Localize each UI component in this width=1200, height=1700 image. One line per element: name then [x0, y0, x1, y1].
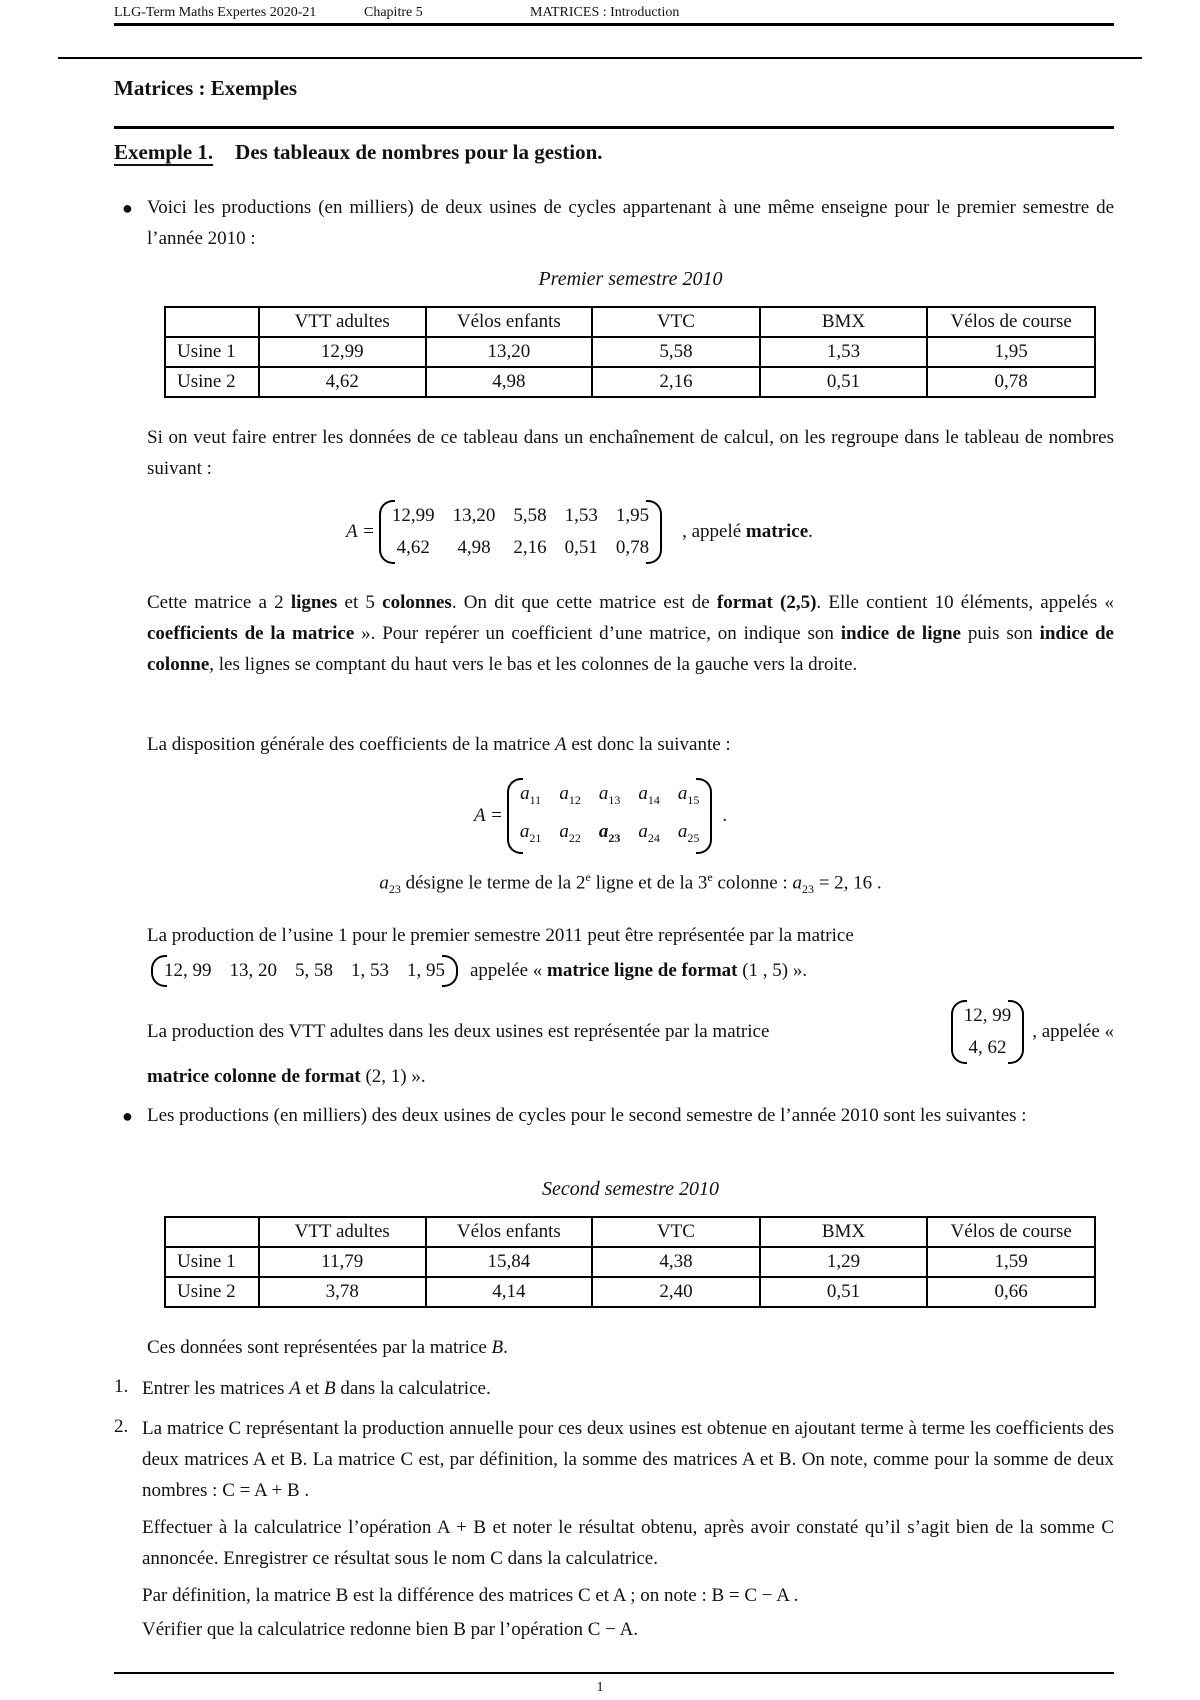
left-paren: [507, 778, 523, 854]
bold-run: lignes: [290, 592, 338, 613]
table-cell: 4,14: [426, 1277, 593, 1307]
question-2-part-2: Effectuer à la calculatrice l’opération A + B et noter le résultat obtenu, après avoir constaté qu’il s’agit bien de la somme C annoncée. Enregistrer ce résultat sous le nom C dans la calculatrice.: [142, 1517, 1114, 1569]
paragraph-intro-matrix: Si on veut faire entrer les données de ce tableau dans un enchaînement de calcul, on les regroupe dans le tableau de nombres suivant :: [147, 427, 1114, 479]
matrix-row: [511, 816, 709, 854]
table-header-cell: VTC: [592, 1217, 760, 1247]
matrix-row: [383, 500, 658, 532]
superscript: e: [585, 870, 591, 884]
matrix-cell: 13, 20: [229, 960, 277, 981]
coef-letter: a: [559, 783, 569, 804]
matrix-cell: [550, 816, 590, 854]
text-run: . Elle contient 10 éléments, appelés «: [816, 592, 1114, 613]
matrix-cell: 4,62: [396, 537, 430, 558]
matrix-cell: [550, 778, 590, 816]
header-rule: [114, 23, 1114, 26]
coef-letter: a: [638, 783, 648, 804]
text-run: (2, 1) ».: [360, 1066, 426, 1087]
matrix-cell: 12, 99: [963, 1005, 1012, 1026]
coef-letter: a: [677, 783, 688, 804]
row-matrix-display: [155, 955, 807, 987]
left-paren: [379, 500, 395, 564]
table-cell: 0,51: [760, 367, 928, 397]
coef-index: 25: [687, 830, 700, 845]
table-cell: 11,79: [259, 1247, 426, 1277]
matrix-cell: 2,16: [513, 537, 547, 558]
text-run: et: [300, 1378, 325, 1399]
matrix-cell: 0,78: [615, 537, 650, 558]
table-header-cell: Vélos enfants: [426, 1217, 593, 1247]
coef-index: 11: [529, 792, 542, 807]
matrix-cell: 13,20: [452, 505, 496, 526]
coef-letter: a: [519, 820, 530, 842]
text-run: La disposition générale des coefficients de la matrice: [147, 734, 555, 755]
table-header-cell: [165, 1217, 259, 1247]
matrix-cell-highlight: [590, 816, 630, 854]
matrix-row: [155, 955, 454, 987]
text-run: est donc la suivante :: [566, 734, 731, 755]
matrix-row: [511, 778, 709, 816]
table-cell: 4,98: [426, 367, 593, 397]
coef-letter: a: [520, 783, 530, 804]
bold-run: matrice colonne de format: [147, 1066, 361, 1087]
matrix-cell: [629, 816, 669, 854]
bold-run: indice de ligne: [840, 623, 961, 644]
table-header-cell: BMX: [760, 307, 928, 337]
header-chapter: Chapitre 5: [364, 5, 423, 20]
matrix-cell: 1,95: [615, 505, 650, 526]
matrix-general-grid: [511, 778, 709, 854]
text-run: puis son: [960, 623, 1040, 644]
question-1-number: 1.: [114, 1376, 129, 1397]
column-matrix-group: [955, 1000, 1114, 1064]
column-matrix-caption: [147, 1061, 1114, 1092]
coef-letter: a: [559, 820, 569, 842]
matrix-a: [383, 500, 658, 564]
equation-value: = 2, 16 .: [813, 872, 882, 894]
text-run: désigne le terme de la 2: [400, 872, 586, 894]
question-2-number: 2.: [114, 1416, 129, 1437]
bold-run: indice de colonne: [147, 623, 1114, 675]
question-1-text: [142, 1373, 1114, 1404]
text-run: , les lignes se comptant du haut vers le bas et les colonnes de la gauche vers la droite.: [209, 654, 858, 675]
example-title: Des tableaux de nombres pour la gestion.: [235, 140, 603, 164]
matrix-cell: 12,99: [391, 505, 435, 526]
coef-letter: a: [598, 820, 609, 842]
row-matrix: [155, 955, 454, 987]
left-paren: [951, 1000, 967, 1064]
matrix-cell: 1,53: [564, 505, 598, 526]
row-matrix-grid: [155, 955, 454, 987]
coef-index: 23: [608, 830, 621, 845]
matrix-cell: 5, 58: [295, 960, 333, 981]
coef-index: 12: [568, 792, 581, 807]
coef-index: 23: [388, 882, 401, 897]
example-heading: [114, 140, 603, 165]
matrix-general-label: A =: [474, 804, 503, 826]
table-cell: 1,59: [927, 1247, 1095, 1277]
coef-index: 13: [608, 792, 621, 807]
superscript: e: [707, 870, 713, 884]
text-run: appelée «: [470, 960, 548, 981]
header-course: LLG-Term Maths Expertes 2020-21: [114, 5, 317, 20]
bullet2-text: Les productions (en milliers) des deux usines de cycles pour le second semestre de l’année 2010 sont les suivantes :: [147, 1105, 1027, 1126]
table-row: [165, 1247, 1095, 1277]
page-number: 1: [596, 1680, 604, 1695]
bold-run: matrice ligne de format: [547, 960, 738, 981]
text-run: (1 , 5) ».: [737, 960, 808, 981]
text-run: Ces données sont représentées par la matrice: [147, 1337, 492, 1358]
footer-rule: [114, 1672, 1114, 1674]
matrix-cell: 4,98: [457, 537, 491, 558]
coef-index: 22: [568, 830, 581, 845]
matrix-general: [511, 778, 709, 854]
table-header-cell: VTT adultes: [259, 1217, 426, 1247]
table-row-header: Usine 1: [165, 1247, 259, 1277]
a23-explanation: [147, 862, 1114, 905]
matrix-cell: 1, 95: [407, 960, 445, 981]
caption-end: .: [808, 521, 813, 542]
coef-index: 23: [801, 882, 814, 897]
coef-index: 15: [687, 792, 700, 807]
matrix-cell: 5,58: [513, 505, 547, 526]
table-cell: 1,95: [927, 337, 1095, 367]
table-cell: 13,20: [426, 337, 593, 367]
coef-index: 24: [647, 830, 660, 845]
table-row-header: Usine 2: [165, 367, 259, 397]
top-divider: [58, 57, 1142, 59]
text-run: ligne et de la 3: [590, 872, 708, 894]
paragraph-general-layout: [147, 729, 1114, 760]
text-run: colonne :: [712, 872, 793, 894]
table-row: [165, 1277, 1095, 1307]
row-matrix-caption: [470, 960, 807, 982]
variable: B: [324, 1378, 336, 1399]
matrix-general-display: [474, 778, 727, 854]
matrix-row: [383, 532, 658, 564]
table-header-cell: Vélos enfants: [426, 307, 593, 337]
left-paren: [151, 955, 167, 987]
table-cell: 3,78: [259, 1277, 426, 1307]
table-cell: 2,16: [592, 367, 760, 397]
coef-letter: a: [379, 872, 389, 894]
text-run: et 5: [337, 592, 383, 613]
table-cell: 5,58: [592, 337, 760, 367]
matrix-cell: [590, 778, 630, 816]
table-header-cell: Vélos de course: [927, 1217, 1095, 1247]
table-row-header: Usine 2: [165, 1277, 259, 1307]
question-2-part-4: Vérifier que la calculatrice redonne bien B par l’opération C − A.: [142, 1619, 639, 1640]
matrix-cell: 0,51: [564, 537, 598, 558]
text-run: Entrer les matrices: [142, 1378, 290, 1399]
text-run: ». Pour repérer un coefficient d’une matrice, on indique son: [354, 623, 841, 644]
table2-caption: Second semestre 2010: [542, 1178, 719, 1200]
caption-text: , appelé: [682, 521, 746, 542]
table-header-cell: [165, 307, 259, 337]
bold-run: colonnes: [382, 592, 452, 613]
table-cell: 4,38: [592, 1247, 760, 1277]
table-cell: 0,66: [927, 1277, 1095, 1307]
coef-letter: a: [598, 783, 609, 804]
table-cell: 15,84: [426, 1247, 593, 1277]
column-matrix-caption-start: , appelée «: [1032, 1021, 1114, 1042]
matrix-a-grid: [383, 500, 658, 564]
example-label: Exemple 1.: [114, 140, 214, 164]
bullet1-text: Voici les productions (en milliers) de deux usines de cycles appartenant à une même enseigne pour le premier semestre de l’année 2010 :: [147, 197, 1114, 249]
table-cell: 1,29: [760, 1247, 928, 1277]
table-cell: 0,78: [927, 367, 1095, 397]
matrix-cell: [629, 778, 669, 816]
variable: A: [555, 734, 567, 755]
coef-letter: a: [677, 820, 688, 842]
header-topic: MATRICES : Introduction: [530, 5, 680, 20]
paragraph-matrix-b: [147, 1332, 1114, 1363]
paragraph-format: [147, 587, 1114, 680]
variable: A: [289, 1378, 301, 1399]
column-matrix-intro: La production des VTT adultes dans les deux usines est représentée par la matrice: [147, 1021, 770, 1042]
matrix-a-caption: [682, 521, 813, 543]
table-header-cell: Vélos de course: [927, 307, 1095, 337]
table-cell: 4,62: [259, 367, 426, 397]
section-rule: [114, 126, 1114, 129]
table2: [164, 1216, 1096, 1308]
table-cell: 2,40: [592, 1277, 760, 1307]
matrix-a-display: [346, 500, 813, 564]
column-matrix-line: [147, 1000, 1114, 1064]
table-header-cell: VTC: [592, 307, 760, 337]
text-run: .: [503, 1337, 508, 1358]
table-row: [165, 337, 1095, 367]
bold-run: coefficients de la matrice: [147, 623, 355, 644]
table-row-header: Usine 1: [165, 337, 259, 367]
table-header-cell: BMX: [760, 1217, 928, 1247]
text-run: . On dit que cette matrice est de: [451, 592, 717, 613]
right-paren: [696, 778, 712, 854]
matrix-cell: 1, 53: [351, 960, 389, 981]
table1-header-row: [165, 307, 1095, 337]
table2-header-row: [165, 1217, 1095, 1247]
coef-letter: a: [792, 872, 802, 894]
text-run: dans la calculatrice.: [335, 1378, 491, 1399]
right-paren: [646, 500, 662, 564]
table-cell: 12,99: [259, 337, 426, 367]
table-cell: 0,51: [760, 1277, 928, 1307]
table-header-cell: VTT adultes: [259, 307, 426, 337]
bold-run: format (2,5): [716, 592, 817, 613]
table1: [164, 306, 1096, 398]
coef-index: 21: [529, 830, 542, 845]
section-title: Matrices : Exemples: [114, 76, 298, 100]
table-row: [165, 367, 1095, 397]
text-run: Cette matrice a 2: [147, 592, 291, 613]
bullet-icon: ●: [122, 198, 133, 218]
question-2-part-3: Par définition, la matrice B est la différence des matrices C et A ; on note : B = C − A .: [142, 1585, 799, 1606]
question-2-part-1: La matrice C représentant la production annuelle pour ces deux usines est obtenue en ajoutant terme à terme les coefficients des deux matrices A et B. La matrice C est, par définition, la somme des matrices A et B. On note, comme pour la somme de deux nombres : C = A + B .: [142, 1418, 1114, 1501]
matrix-cell: 4, 62: [968, 1037, 1007, 1058]
caption-bold: matrice: [745, 521, 809, 542]
bullet-icon: ●: [122, 1106, 133, 1126]
table-cell: 1,53: [760, 337, 928, 367]
coef-letter: a: [638, 820, 648, 842]
variable: B: [491, 1337, 504, 1358]
matrix-cell: 12, 99: [164, 960, 212, 981]
coef-index: 14: [647, 792, 660, 807]
table1-caption: Premier semestre 2010: [538, 268, 723, 290]
column-matrix: [955, 1000, 1021, 1064]
paragraph-row-matrix: La production de l’usine 1 pour le premier semestre 2011 peut être représentée par la matrice: [147, 925, 854, 946]
right-paren: [442, 955, 458, 987]
matrix-general-period: .: [722, 804, 728, 826]
right-paren: [1008, 1000, 1024, 1064]
matrix-a-label: A =: [346, 521, 375, 542]
